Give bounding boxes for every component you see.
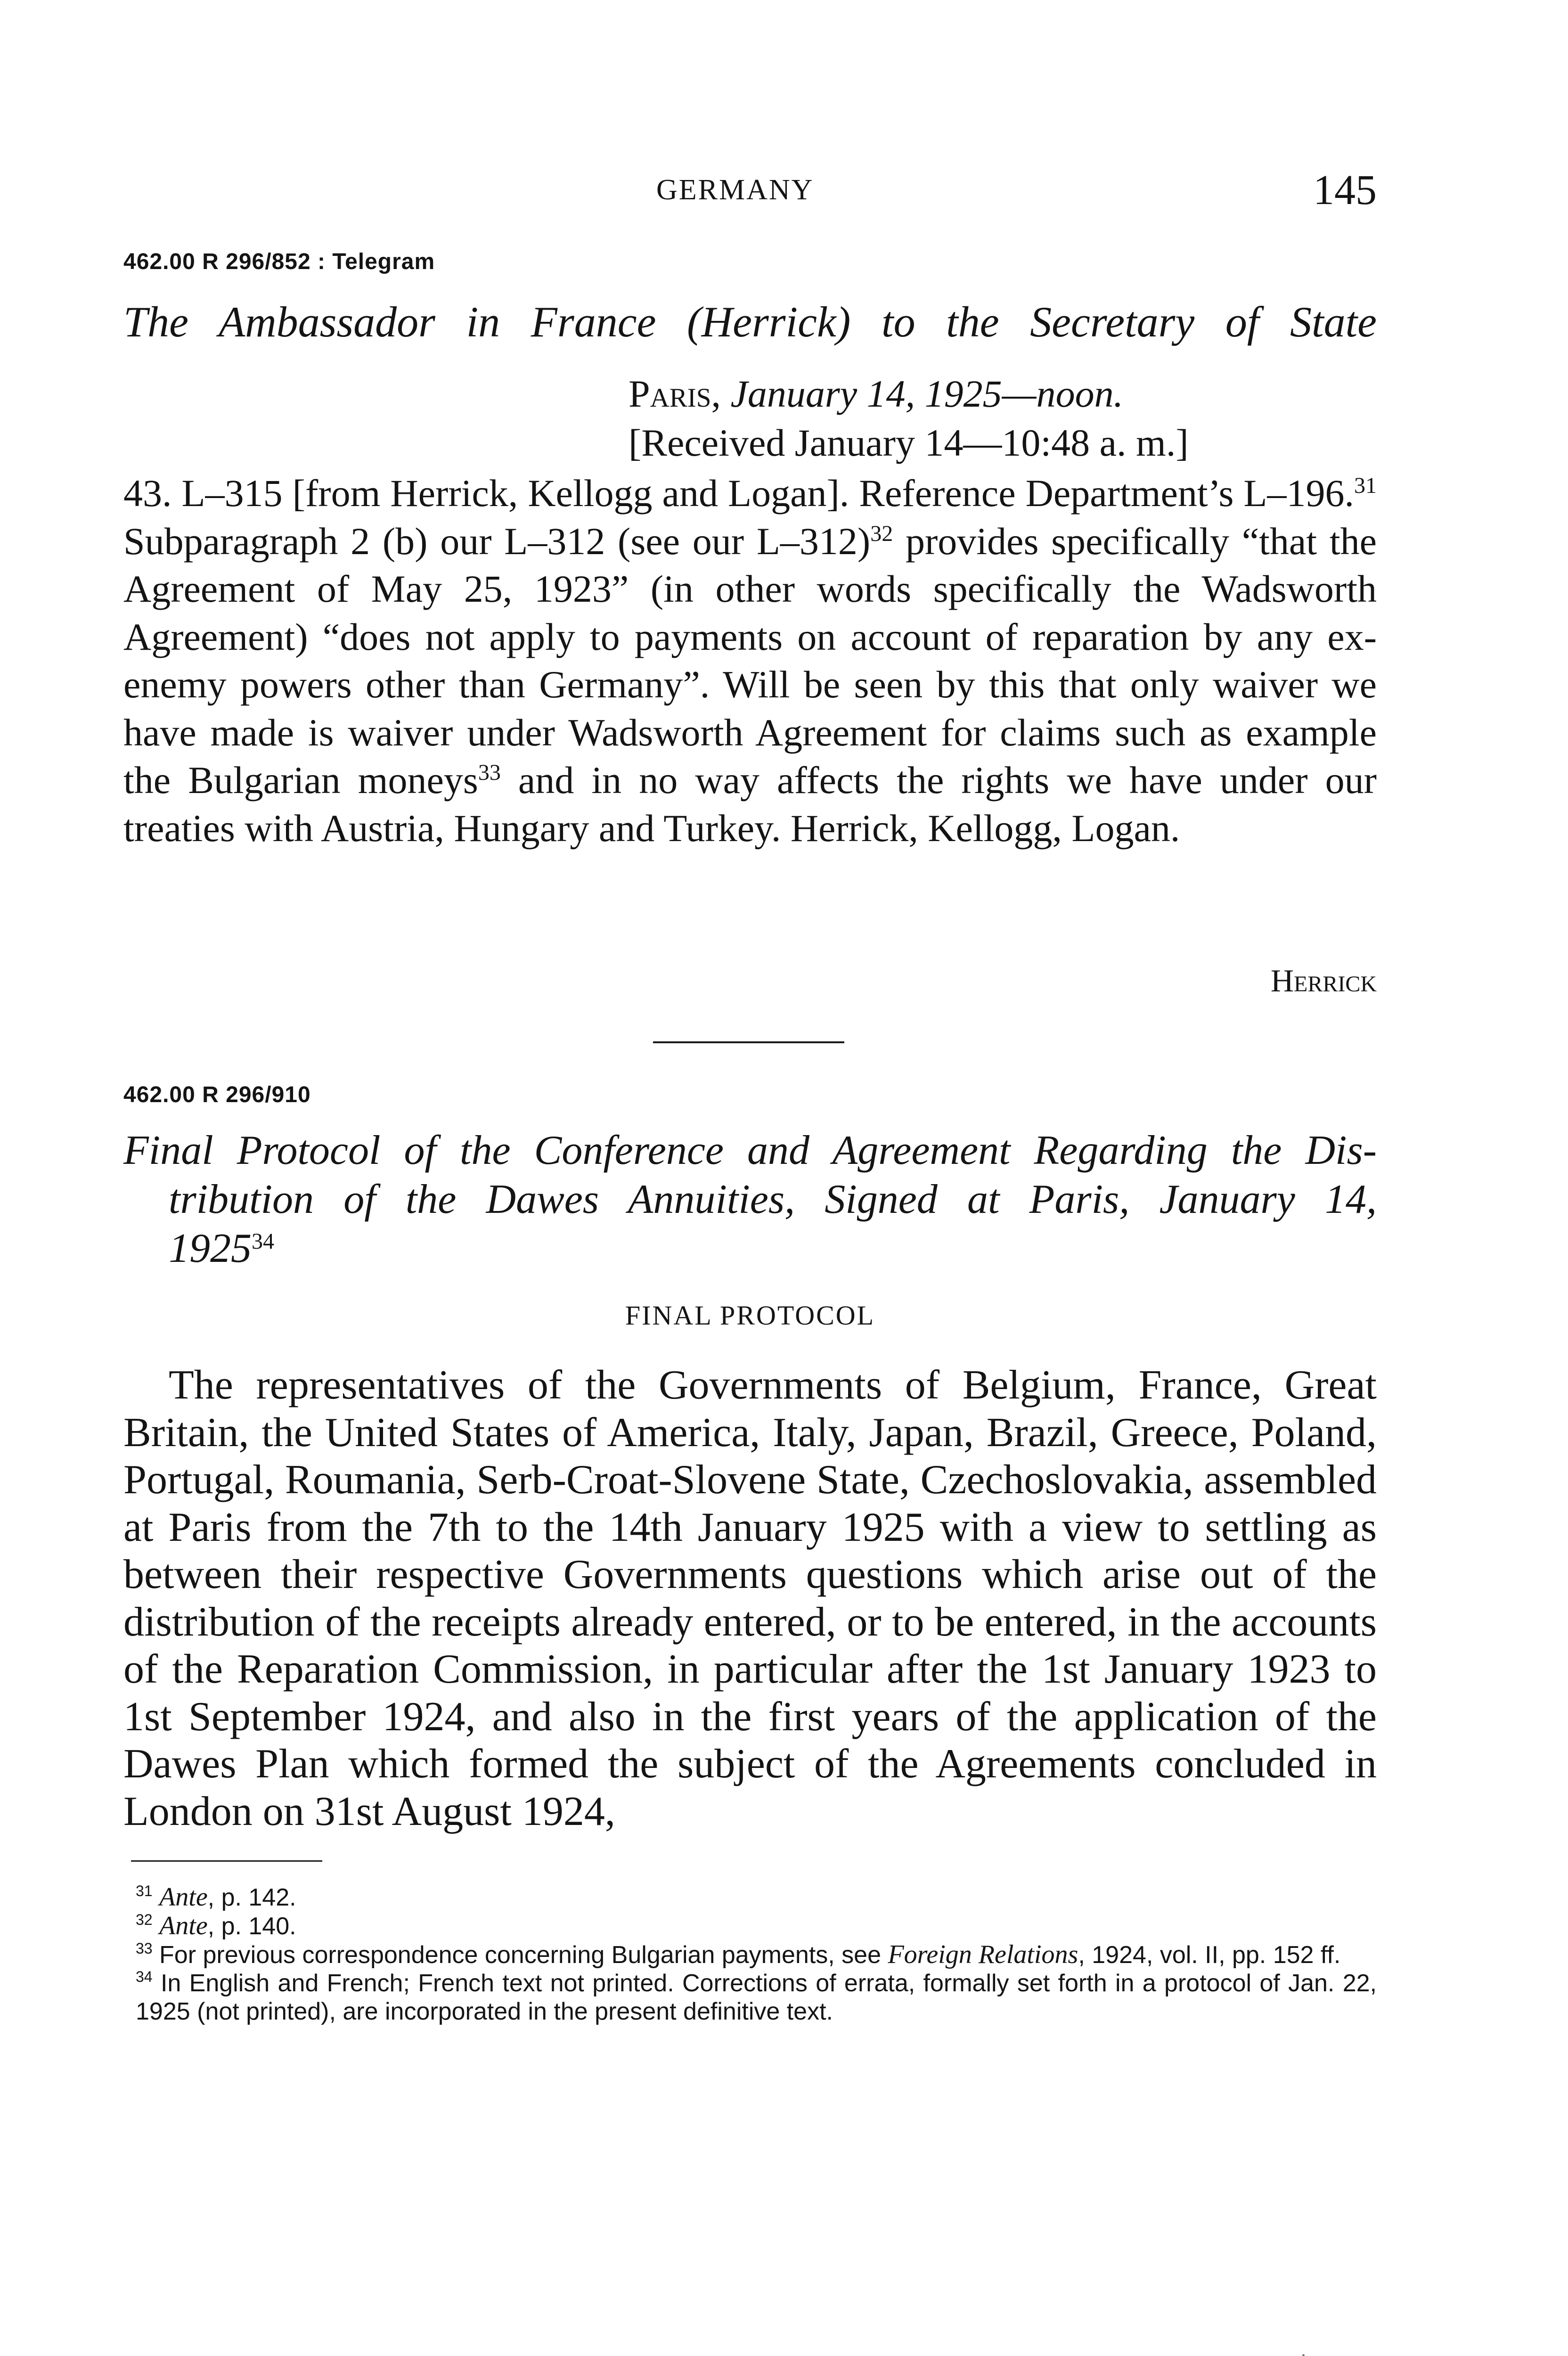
footnote-ref-31: 31 <box>1354 473 1377 498</box>
telegram-heading: The Ambassador in France (Herrick) to the Secretary of State <box>123 298 1377 346</box>
protocol-body: The representatives of the Governments of Belgium, France, Great Britain, the United States of America, Italy, Japan, Brazil, Greece, Poland, Portugal, Roumania, Serb-Croat-Slovene State, Czechoslovakia, assembled at Paris from the 7th to the 14th January 1925 with a view to settling as between their respective Governments questions which arise out of the distribution of the receipts already entered, or to be entered, in the accounts of the Reparation Commission, in particular after the 1st January 1923 to 1st September 1924, and also in the first years of the application of the Dawes Plan which formed the subject of the Agreements concluded in London on 31st August 1924, <box>123 1362 1377 1834</box>
telegram-place: Paris <box>629 372 711 415</box>
telegram-signature: Herrick <box>1270 963 1377 998</box>
footnote-31: $^{31}$ Ante, p. 142. <box>136 1882 296 1912</box>
section-divider <box>653 1041 844 1043</box>
protocol-file-number: 462.00 R 296/910 <box>123 1082 311 1107</box>
telegram-place-date: Paris, January 14, 1925—noon. <box>629 372 1124 415</box>
footnotes <box>123 1883 1377 2026</box>
running-head-title: GERMANY <box>656 174 814 206</box>
footnote-rule <box>131 1860 322 1862</box>
telegram-file-number: 462.00 R 296/852 : Telegram <box>123 249 435 274</box>
footnote-ref-32: 32 <box>870 521 893 546</box>
footnote-34: $^{34}$ In English and French; French text not printed. Corrections of errata, formally set forth in a protocol of Jan. 22, 1925 (not printed), are incorporated in the present definitive text. <box>136 1968 1377 2025</box>
telegram-date: January 14, 1925—noon. <box>730 372 1124 415</box>
telegram-body: 43. L–315 [from Herrick, Kellogg and Logan]. Reference Department’s L–196.31 Subparagraph 2 (b) our L–312 (see our L–312)$^{32}$ provides specifically “that the Agreement of May 25, 1923” (in other words specifically the Wadsworth Agreement) “does not apply to payments on account of reparation by any ex-enemy powers other than Germany”. Will be seen by this that only waiver we have made is waiver under Wadsworth Agreement for claims such as example the Bulgarian moneys$^{33}$ and in no way affects the rights we have under our treaties with Austria, Hungary and Turkey. Herrick, Kellogg, Logan. <box>123 472 1377 850</box>
footnote-32: $^{32}$ Ante, p. 140. <box>136 1911 296 1940</box>
footnote-33: $^{33}$ For previous correspondence concerning Bulgarian payments, see Foreign Relations, 1924, vol. II, pp. 152 ff. <box>136 1940 1341 1969</box>
paper-speck <box>1302 2354 1305 2356</box>
footnote-ref-34: 34 <box>252 1229 274 1254</box>
protocol-title: Final Protocol of the Conference and Agreement Regarding the Dis- tribution of the Dawes Annuities, Signed at Paris, January 14, 1925$^{34}$ <box>123 1128 1377 1271</box>
footnote-ref-33: 33 <box>478 760 501 785</box>
telegram-dateline <box>123 369 1568 467</box>
telegram-received: [Received January 14—10:48 a. m.] <box>629 421 1189 464</box>
section-heading: FINAL PROTOCOL <box>625 1300 875 1331</box>
document-page <box>123 0 1377 2356</box>
running-head <box>123 166 1377 218</box>
page-number: 145 <box>1313 167 1377 213</box>
